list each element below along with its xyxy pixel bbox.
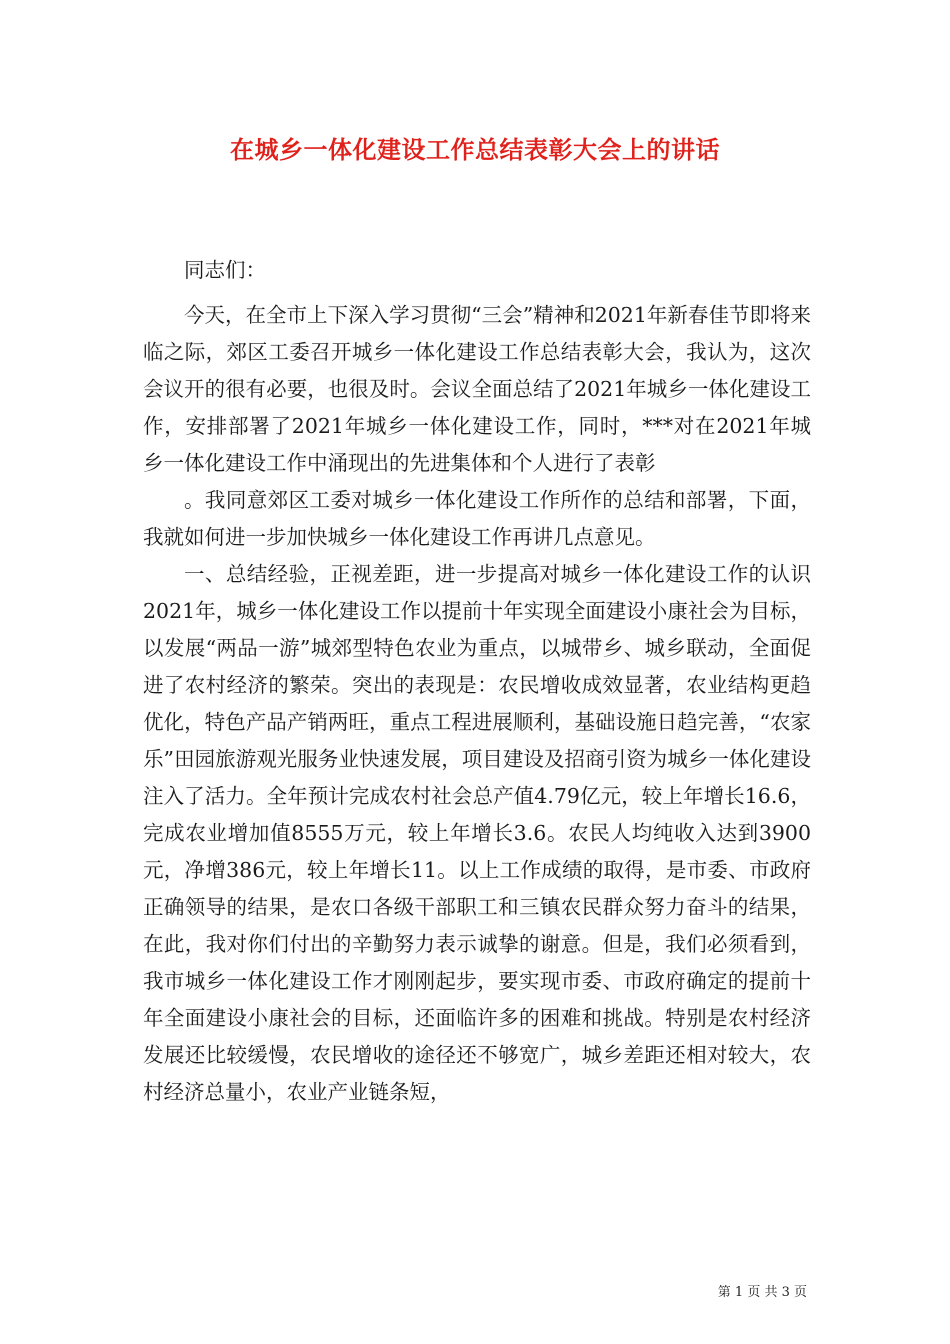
paragraph: 一、总结经验，正视差距，进一步提高对城乡一体化建设工作的认识2021年，城乡一体化建设工作以提前十年实现全面建设小康社会为目标，以发展“两品一游”城郊型特色农业为重点，以城带乡、城乡联动，全面促进了农村经济的繁荣。突出的表现是：农民增收成效显著，农业结构更趋优化，特色产品产销两旺，重点工程进展顺利，基础设施日趋完善，“农家乐”田园旅游观光服务业快速发展，项目建设及招商引资为城乡一体化建设注入了活力。全年预计完成农村社会总产值4.79亿元，较上年增长16.6，完成农业增加值8555万元，较上年增长3.6。农民人均纯收入达到3900元，净增386元，较上年增长11。以上工作成绩的取得，是市委、市政府正确领导的结果，是农口各级干部职工和三镇农民群众努力奋斗的结果，在此，我对你们付出的辛勤努力表示诚挚的谢意。但是，我们必须看到，我市城乡一体化建设工作才刚刚起步，要实现市委、市政府确定的提前十年全面建设小康社会的目标，还面临许多的困难和挑战。特别是农村经济发展还比较缓慢，农民增收的途径还不够宽广，城乡差距还相对较大，农村经济总量小，农业产业链条短， <box>143 562 811 1104</box>
paragraph: 今天，在全市上下深入学习贯彻“三会”精神和2021年新春佳节即将来临之际，郊区工委召开城乡一体化建设工作总结表彰大会，我认为，这次会议开的很有必要，也很及时。会议全面总结了2021年城乡一体化建设工作，安排部署了2021年城乡一体化建设工作，同时，***对在2021年城乡一体化建设工作中涌现出的先进集体和个人进行了表彰 <box>143 303 811 475</box>
greeting: 同志们： <box>184 258 266 282</box>
document-body <box>143 252 811 1111</box>
paragraph: 。我同意郊区工委对城乡一体化建设工作所作的总结和部署，下面，我就如何进一步加快城乡一体化建设工作再讲几点意见。 <box>143 488 811 549</box>
document-title: 在城乡一体化建设工作总结表彰大会上的讲话 <box>230 136 720 164</box>
page-number: 第 1 页 共 3 页 <box>717 1285 807 1300</box>
